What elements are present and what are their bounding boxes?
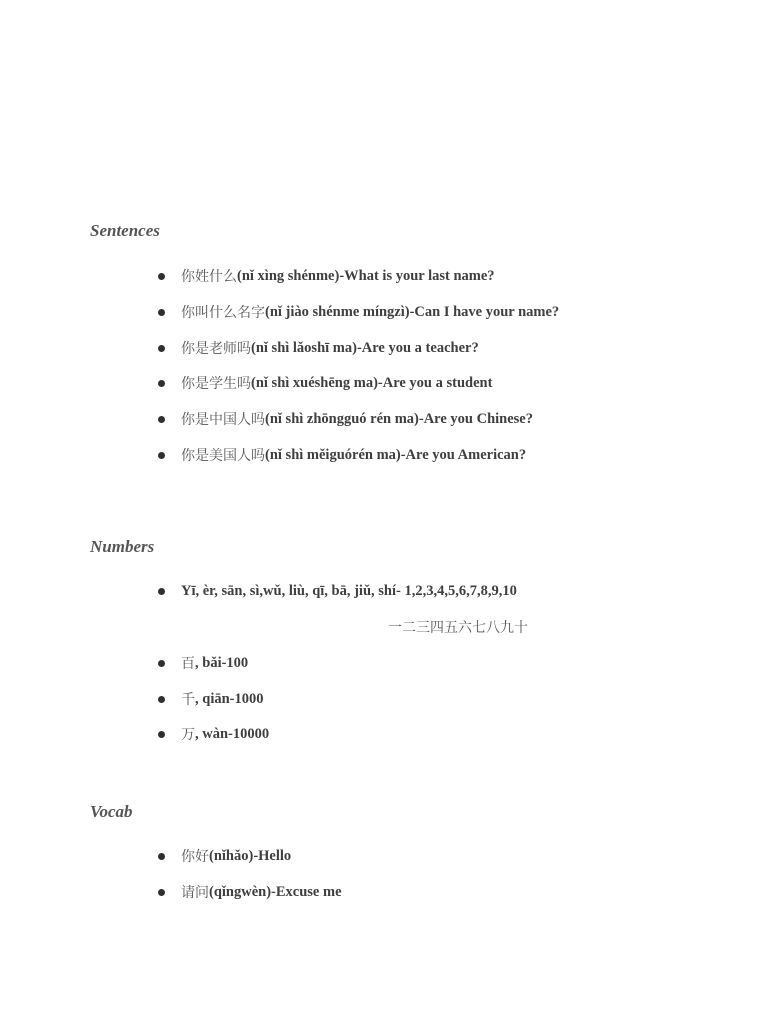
- numbers-chinese-characters: [388, 617, 528, 637]
- list-item: [158, 581, 517, 601]
- bullet-icon: [158, 380, 165, 387]
- chinese-text: 你好: [181, 849, 209, 865]
- pinyin-translation: Yī, èr, sān, sì,wǔ, liù, qī, bā, jiǔ, shí- 1,2,3,4,5,6,7,8,9,10: [181, 582, 517, 599]
- list-item: [158, 445, 526, 465]
- list-item: [158, 882, 342, 902]
- section-heading-sentences: Sentences: [90, 221, 160, 240]
- list-item: [158, 338, 479, 358]
- chinese-text: 你姓什么: [181, 269, 237, 285]
- chinese-text: 你是学生吗: [181, 376, 251, 392]
- bullet-icon: [158, 889, 165, 896]
- pinyin-translation: (nǐ shì měiguórén ma)-Are you American?: [265, 446, 527, 463]
- chinese-text: 万: [181, 727, 195, 743]
- list-item: [158, 653, 248, 673]
- bullet-icon: [158, 588, 165, 595]
- list-item: [158, 373, 492, 393]
- list-item: [158, 266, 495, 286]
- chinese-text: 你是美国人吗: [181, 448, 265, 464]
- pinyin-translation: (nǐ shì xuéshēng ma)-Are you a student: [251, 374, 493, 391]
- list-item: [158, 689, 264, 709]
- list-item: [158, 846, 291, 866]
- chinese-text: 一二三四五六七八九十: [388, 620, 528, 636]
- pinyin-translation: (nǐ jiào shénme míngzì)-Can I have your name?: [265, 303, 560, 320]
- chinese-text: 百: [181, 656, 195, 672]
- bullet-icon: [158, 660, 165, 667]
- chinese-text: 你叫什么名字: [181, 305, 265, 321]
- chinese-text: 千: [181, 692, 195, 708]
- section-heading-numbers: Numbers: [90, 537, 155, 556]
- list-item: [158, 302, 559, 322]
- pinyin-translation: , qiān-1000: [195, 690, 264, 707]
- bullet-icon: [158, 731, 165, 738]
- bullet-icon: [158, 452, 165, 459]
- list-item: [158, 409, 533, 429]
- pinyin-translation: (qǐngwèn)-Excuse me: [209, 883, 342, 900]
- bullet-icon: [158, 853, 165, 860]
- bullet-icon: [158, 696, 165, 703]
- pinyin-translation: (nǐ xìng shénme)-What is your last name?: [237, 267, 495, 284]
- pinyin-translation: , wàn-10000: [195, 725, 270, 742]
- pinyin-translation: (nǐhǎo)-Hello: [209, 847, 292, 864]
- section-heading-vocab: Vocab: [90, 802, 133, 821]
- chinese-text: 请问: [181, 885, 209, 901]
- pinyin-translation: (nǐ shì zhōngguó rén ma)-Are you Chinese?: [265, 410, 533, 427]
- bullet-icon: [158, 416, 165, 423]
- bullet-icon: [158, 345, 165, 352]
- chinese-text: 你是中国人吗: [181, 412, 265, 428]
- chinese-text: 你是老师吗: [181, 341, 251, 357]
- pinyin-translation: , bǎi-100: [195, 654, 249, 671]
- bullet-icon: [158, 273, 165, 280]
- list-item: [158, 724, 269, 744]
- pinyin-translation: (nǐ shì lǎoshī ma)-Are you a teacher?: [251, 339, 479, 356]
- bullet-icon: [158, 309, 165, 316]
